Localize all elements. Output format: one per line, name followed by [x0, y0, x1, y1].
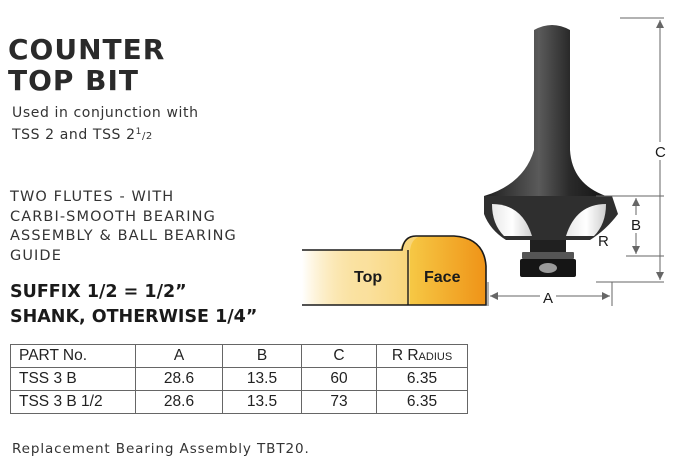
cell-b: 13.5 [223, 368, 302, 391]
title-line-2: TOP BIT [8, 64, 140, 97]
bearing-spindle [530, 240, 566, 252]
dim-b-label: B [631, 217, 642, 234]
dim-c-arrow-top [656, 20, 664, 28]
feature-line: CARBI-SMOOTH BEARING [10, 208, 216, 225]
cell-a: 28.6 [136, 391, 223, 414]
worktop-profile [302, 236, 486, 305]
top-label: Top [354, 269, 383, 286]
feature-line: GUIDE [10, 247, 62, 264]
title-line-1: COUNTER [8, 33, 166, 66]
cell-part-no: TSS 3 B [11, 368, 136, 391]
shank-line: SHANK, OTHERWISE 1/4” [10, 307, 258, 327]
dim-a-arrow-left [490, 292, 498, 300]
cell-a: 28.6 [136, 368, 223, 391]
fraction-denominator: /2 [141, 131, 153, 142]
feature-line: ASSEMBLY & BALL BEARING [10, 228, 237, 244]
face-label: Face [424, 269, 461, 286]
dim-r-label: R [598, 233, 609, 250]
dim-b-arrow-top [632, 198, 640, 206]
bearing-washer [522, 252, 574, 259]
usage-line-1: Used in conjunction with [12, 105, 199, 121]
cell-c: 73 [302, 391, 377, 414]
feature-line: TWO FLUTES - WITH [10, 189, 175, 205]
dim-a-label: A [543, 290, 554, 307]
dim-c-label: C [655, 144, 666, 161]
dim-b-arrow-bottom [632, 246, 640, 254]
cell-c: 60 [302, 368, 377, 391]
dimensions-table [10, 344, 468, 414]
bearing-highlight [539, 263, 557, 273]
table-row [11, 391, 468, 414]
header-b: B [223, 345, 302, 368]
dim-c-arrow-bottom [656, 272, 664, 280]
header-c: C [302, 345, 377, 368]
usage-line-2: TSS 2 and TSS $2^1/2$ [12, 127, 153, 143]
dim-a-arrow-right [602, 292, 610, 300]
cell-b: 13.5 [223, 391, 302, 414]
fraction-numerator: 1 [135, 127, 142, 137]
cell-part-no: TSS 3 B 1/2 [11, 391, 136, 414]
header-a: A [136, 345, 223, 368]
dimension-arrows [490, 20, 664, 300]
cell-r-radius: 6.35 [377, 368, 468, 391]
bit-shank [484, 25, 606, 196]
cell-r-radius: 6.35 [377, 391, 468, 414]
table-header-row [11, 345, 468, 368]
header-r-radius: R Radius [377, 345, 468, 368]
replacement-bearing-note: Replacement Bearing Assembly TBT20. [12, 441, 310, 457]
table-row [11, 368, 468, 391]
header-part-no: PART No. [11, 345, 136, 368]
suffix-line: SUFFIX 1/2 = 1/2” [10, 282, 187, 302]
